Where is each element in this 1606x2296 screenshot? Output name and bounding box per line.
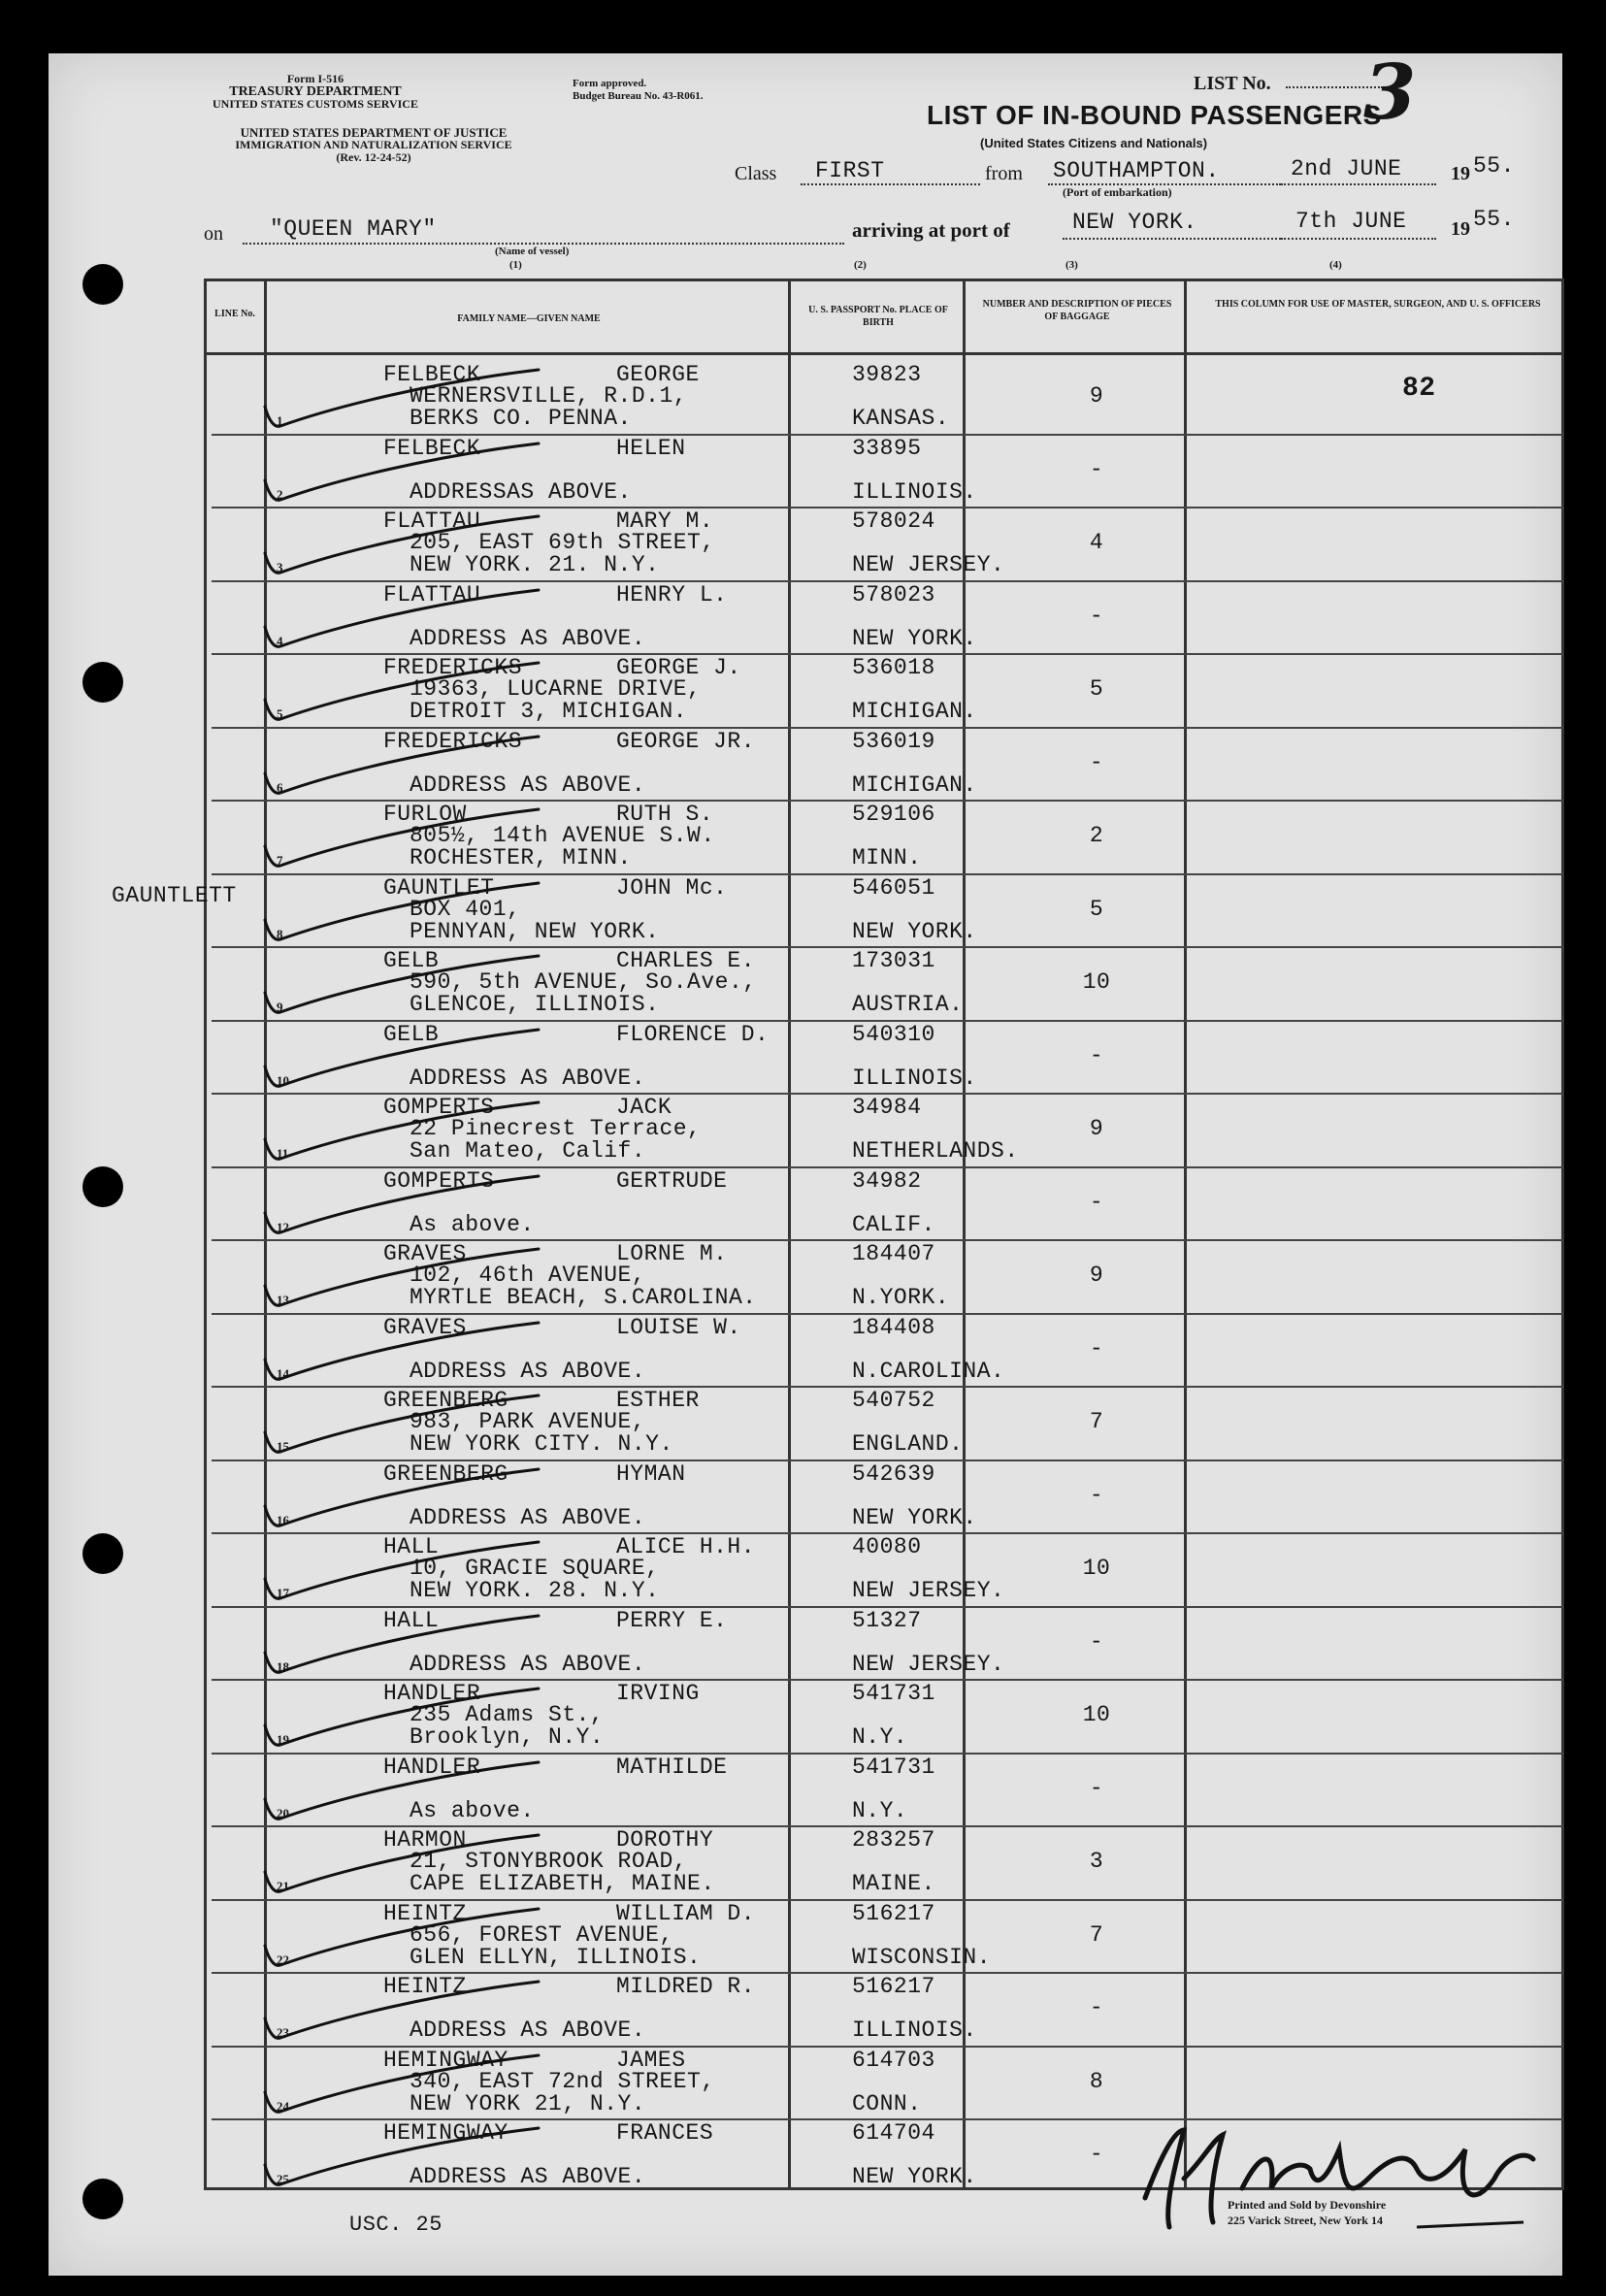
passenger-given-name: ESTHER: [616, 1388, 700, 1413]
passenger-address-line-2: ADDRESS AS ABOVE.: [410, 1065, 646, 1091]
binder-hole: [82, 662, 123, 703]
place-of-birth: CONN.: [852, 2090, 922, 2116]
binder-hole: [82, 1533, 123, 1574]
line-number: 8: [277, 926, 283, 941]
baggage-count: -: [1089, 1335, 1104, 1361]
arriving-label: arriving at port of: [852, 218, 1010, 242]
passenger-given-name: WILLIAM D.: [616, 1900, 756, 1926]
passenger-given-name: LOUISE W.: [616, 1314, 741, 1340]
place-of-birth: NEW YORK.: [852, 918, 977, 944]
embark-date: 2nd JUNE: [1291, 156, 1402, 181]
place-of-birth: NEW JERSEY.: [852, 1578, 1005, 1603]
baggage-count: 10: [1082, 1556, 1111, 1581]
passenger-family-name: GOMPERTS: [383, 1167, 495, 1194]
passenger-given-name: GEORGE: [616, 362, 700, 387]
vessel-caption: (Name of vessel): [495, 246, 570, 257]
officer-note: 82: [1402, 374, 1436, 404]
ins-label: IMMIGRATION AND NATURALIZATION SERVICE: [235, 138, 512, 151]
line-number: 9: [277, 1000, 283, 1014]
col-divider-name: [788, 279, 791, 2190]
line-number: 20: [277, 1805, 289, 1820]
inspection-check-mark: [257, 1174, 548, 1242]
passenger-address-line-2: ADDRESSAS ABOVE.: [410, 478, 632, 505]
place-of-birth: KANSAS.: [852, 406, 950, 431]
baggage-count: 2: [1089, 823, 1104, 848]
place-of-birth: MICHIGAN.: [852, 771, 977, 798]
passenger-address-line-1: 235 Adams St.,: [410, 1702, 605, 1727]
col-marker-2: (2): [854, 259, 867, 271]
baggage-count: 4: [1089, 530, 1104, 555]
passenger-family-name: GRAVES: [383, 1241, 467, 1266]
passport-number: 614704: [852, 2120, 935, 2146]
line-number: 11: [277, 1146, 289, 1161]
col-header-passport: U. S. PASSPORT No. PLACE OF BIRTH: [808, 305, 948, 328]
inspection-check-mark: [257, 1833, 548, 1901]
passenger-address-line-2: ADDRESS AS ABOVE.: [410, 1504, 646, 1530]
passenger-address-line-2: ADDRESS AS ABOVE.: [410, 625, 646, 651]
col-divider-baggage: [1184, 279, 1187, 2190]
place-of-birth: NEW JERSEY.: [852, 552, 1005, 577]
place-of-birth: WISCONSIN.: [852, 1944, 992, 1970]
passenger-address-line-1: 805½, 14th AVENUE S.W.: [410, 823, 715, 848]
printer-line-2: 225 Varick Street, New York 14: [1228, 2214, 1383, 2227]
passenger-family-name: HALL: [383, 1607, 440, 1633]
baggage-count: -: [1089, 749, 1104, 775]
col-header-line: LINE No.: [214, 309, 255, 319]
line-number: 19: [277, 1732, 289, 1747]
printer-line-1: Printed and Sold by Devonshire: [1228, 2198, 1387, 2212]
passenger-address-line-2: PENNYAN, NEW YORK.: [410, 918, 660, 944]
passport-number: 542639: [852, 1460, 935, 1487]
passenger-address-line-2: BERKS CO. PENNA.: [410, 406, 632, 431]
inspection-check-mark: [257, 368, 548, 436]
passport-number: 40080: [852, 1534, 922, 1559]
place-of-birth: MINN.: [852, 845, 922, 870]
on-label: on: [204, 223, 223, 245]
col-header-officers: THIS COLUMN FOR USE OF MASTER, SURGEON, AND U. S. OFFICERS: [1215, 299, 1541, 310]
baggage-count: 8: [1089, 2068, 1104, 2094]
baggage-count: 10: [1082, 969, 1111, 995]
passenger-address-line-1: 22 Pinecrest Terrace,: [410, 1116, 702, 1141]
passport-number: 614703: [852, 2047, 935, 2073]
list-no-value: 3: [1363, 49, 1417, 137]
passenger-given-name: FLORENCE D.: [616, 1021, 770, 1047]
embark-year: 55.: [1473, 153, 1515, 179]
inspection-check-mark: [257, 1614, 548, 1682]
passport-number: 34982: [852, 1167, 922, 1194]
passenger-address-line-1: 340, EAST 72nd STREET,: [410, 2068, 715, 2094]
passenger-family-name: HEINTZ: [383, 1900, 467, 1926]
passenger-address-line-2: DETROIT 3, MICHIGAN.: [410, 699, 688, 724]
passenger-family-name: FELBECK: [383, 362, 481, 387]
embark-date-underline: [1281, 183, 1436, 185]
place-of-birth: NEW YORK.: [852, 1504, 977, 1530]
inspection-check-mark: [257, 881, 548, 949]
passenger-given-name: RUTH S.: [616, 802, 714, 827]
passenger-family-name: GREENBERG: [383, 1460, 508, 1487]
passenger-family-name: GELB: [383, 1021, 440, 1047]
passenger-address-line-2: ADDRESS AS ABOVE.: [410, 1651, 646, 1677]
inspection-check-mark: [257, 735, 548, 803]
passenger-family-name: FURLOW: [383, 802, 467, 827]
baggage-count: 7: [1089, 1409, 1104, 1434]
line-number: 5: [277, 706, 283, 721]
passport-number: 578024: [852, 508, 935, 534]
line-number: 7: [277, 853, 283, 868]
line-number: 21: [277, 1879, 289, 1893]
col-marker-1: (1): [509, 259, 522, 271]
baggage-count: -: [1089, 456, 1104, 482]
passport-number: 541731: [852, 1681, 935, 1706]
passenger-given-name: HENRY L.: [616, 581, 728, 607]
form-id: Form I-516: [286, 72, 344, 85]
passport-number: 516217: [852, 1900, 935, 1926]
class-underline: [801, 183, 980, 185]
passenger-family-name: FELBECK: [383, 435, 481, 461]
line-number: 3: [277, 560, 283, 574]
class-value: FIRST: [815, 158, 885, 183]
baggage-count: -: [1089, 1482, 1104, 1508]
passenger-address-line-2: NEW YORK. 28. N.Y.: [410, 1578, 660, 1603]
baggage-count: 3: [1089, 1849, 1104, 1874]
passport-number: 34984: [852, 1095, 922, 1120]
passport-number: 529106: [852, 802, 935, 827]
passenger-address-line-2: ADDRESS AS ABOVE.: [410, 2164, 646, 2189]
place-of-birth: NEW JERSEY.: [852, 1651, 1005, 1677]
line-number: 14: [277, 1365, 289, 1381]
passenger-given-name: MARY M.: [616, 508, 714, 534]
inspection-check-mark: [257, 1028, 548, 1096]
revision-label: (Rev. 12-24-52): [336, 150, 411, 164]
vessel-underline: [243, 243, 844, 245]
place-of-birth: N.YORK.: [852, 1285, 950, 1310]
passport-number: 184407: [852, 1241, 935, 1266]
passenger-family-name: GAUNTLET: [383, 874, 495, 901]
place-of-birth: ILLINOIS.: [852, 1065, 977, 1091]
passenger-address-line-1: 19363, LUCARNE DRIVE,: [410, 676, 702, 702]
list-no-label: LIST No.: [1194, 73, 1271, 94]
place-of-birth: N.Y.: [852, 1724, 908, 1750]
passenger-address-line-1: 590, 5th AVENUE, So.Ave.,: [410, 969, 757, 995]
inspection-check-mark: [257, 1467, 548, 1535]
passport-number: 39823: [852, 362, 922, 387]
passenger-given-name: PERRY E.: [616, 1607, 728, 1633]
usc-number: USC. 25: [349, 2213, 442, 2237]
inspection-check-mark: [257, 1540, 548, 1608]
treasury-label: TREASURY DEPARTMENT: [229, 84, 402, 99]
arrival-date-underline: [1281, 238, 1436, 240]
arrival-port: NEW YORK.: [1072, 210, 1197, 235]
passenger-given-name: HYMAN: [616, 1460, 686, 1487]
inspection-check-mark: [257, 1100, 548, 1168]
col-marker-4: (4): [1329, 259, 1342, 271]
passport-number: 541731: [852, 1754, 935, 1780]
baggage-count: 9: [1089, 1116, 1104, 1141]
inspection-check-mark: [257, 1760, 548, 1828]
passenger-family-name: GRAVES: [383, 1314, 467, 1340]
passenger-family-name: FREDERICKS: [383, 655, 523, 680]
inspection-check-mark: [257, 514, 548, 582]
passenger-address-line-1: 983, PARK AVENUE,: [410, 1409, 646, 1434]
passport-number: 540310: [852, 1021, 935, 1047]
line-number: 6: [277, 779, 283, 795]
inspection-check-mark: [257, 442, 548, 509]
col-header-name: FAMILY NAME—GIVEN NAME: [457, 313, 601, 324]
passport-number: 33895: [852, 435, 922, 461]
passenger-family-name: HEMINGWAY: [383, 2047, 508, 2073]
baggage-count: -: [1089, 603, 1104, 629]
passenger-address-line-2: MYRTLE BEACH, S.CAROLINA.: [410, 1285, 757, 1310]
baggage-count: -: [1089, 1042, 1104, 1068]
inspection-check-mark: [257, 1907, 548, 1975]
baggage-count: -: [1089, 1628, 1104, 1655]
line-number: 4: [277, 633, 283, 648]
baggage-count: -: [1089, 1775, 1104, 1801]
line-number: 24: [277, 2098, 289, 2114]
passenger-given-name: IRVING: [616, 1681, 700, 1706]
passenger-given-name: DOROTHY: [616, 1827, 714, 1853]
line-number: 25: [277, 2172, 289, 2186]
baggage-count: 7: [1089, 1921, 1104, 1948]
line-number: 12: [277, 1219, 289, 1234]
line-number: 10: [277, 1072, 289, 1088]
line-number: 23: [277, 2025, 289, 2040]
justice-label: UNITED STATES DEPARTMENT OF JUSTICE: [240, 125, 508, 140]
passenger-address-line-2: San Mateo, Calif.: [410, 1138, 646, 1164]
binder-hole: [82, 264, 123, 305]
passenger-address-line-1: 102, 46th AVENUE,: [410, 1263, 646, 1288]
place-of-birth: AUSTRIA.: [852, 992, 964, 1017]
binder-hole: [82, 2179, 123, 2219]
passenger-address-line-2: Brooklyn, N.Y.: [410, 1724, 605, 1750]
passenger-given-name: MILDRED R.: [616, 1974, 756, 1999]
passport-number: 546051: [852, 874, 935, 901]
passenger-address-line-2: ADDRESS AS ABOVE.: [410, 771, 646, 798]
inspection-check-mark: [257, 588, 548, 656]
baggage-count: 9: [1089, 1263, 1104, 1288]
passenger-given-name: JAMES: [616, 2047, 686, 2073]
place-of-birth: ILLINOIS.: [852, 2017, 977, 2043]
passport-number: 536018: [852, 655, 935, 680]
passenger-family-name: HANDLER: [383, 1754, 481, 1780]
place-of-birth: NEW YORK.: [852, 625, 977, 651]
passenger-address-line-1: 656, FOREST AVENUE,: [410, 1921, 673, 1948]
passenger-address-line-2: CAPE ELIZABETH, MAINE.: [410, 1871, 715, 1896]
passenger-address-line-2: GLENCOE, ILLINOIS.: [410, 992, 660, 1017]
passenger-family-name: HEMINGWAY: [383, 2120, 508, 2146]
line-number: 13: [277, 1293, 289, 1307]
form-approved: Form approved.: [573, 78, 647, 89]
passenger-given-name: CHARLES E.: [616, 948, 756, 973]
port-underline: [1063, 238, 1281, 240]
inspection-check-mark: [257, 2126, 548, 2194]
binder-hole: [82, 1166, 123, 1207]
baggage-count: 5: [1089, 896, 1104, 922]
passenger-given-name: HELEN: [616, 435, 686, 461]
line-number: 15: [277, 1439, 289, 1454]
class-label: Class: [735, 163, 777, 184]
form-subtitle: (United States Citizens and Nationals): [980, 136, 1208, 150]
passenger-family-name: HEINTZ: [383, 1974, 467, 1999]
passenger-address-line-2: ROCHESTER, MINN.: [410, 845, 632, 870]
passport-number: 283257: [852, 1827, 935, 1853]
passenger-given-name: ALICE H.H.: [616, 1534, 756, 1559]
inspection-check-mark: [257, 1394, 548, 1461]
line-number: 16: [277, 1512, 289, 1527]
passenger-address-line-2: ADDRESS AS ABOVE.: [410, 2017, 646, 2043]
passenger-family-name: GREENBERG: [383, 1388, 508, 1413]
place-of-birth: ILLINOIS.: [852, 478, 977, 505]
passenger-family-name: HARMON: [383, 1827, 467, 1853]
passenger-given-name: JACK: [616, 1095, 672, 1120]
inspection-check-mark: [257, 1247, 548, 1315]
place-of-birth: NEW YORK.: [852, 2164, 977, 2189]
arrival-year: 55.: [1473, 207, 1515, 232]
form-header-treasury: [189, 73, 442, 111]
passenger-family-name: FLATTAU: [383, 581, 481, 607]
budget-number: Budget Bureau No. 43-R061.: [573, 90, 704, 102]
arrival-year-prefix: 19: [1451, 218, 1470, 240]
passenger-given-name: MATHILDE: [616, 1754, 728, 1780]
line-number: 18: [277, 1658, 289, 1674]
baggage-count: 5: [1089, 676, 1104, 702]
embark-caption: (Port of embarkation): [1063, 185, 1172, 199]
place-of-birth: MAINE.: [852, 1871, 935, 1896]
inspection-check-mark: [257, 661, 548, 729]
place-of-birth: N.Y.: [852, 1797, 908, 1823]
form-header-justice: [189, 126, 558, 164]
passenger-given-name: GEORGE JR.: [616, 728, 756, 754]
place-of-birth: MICHIGAN.: [852, 699, 977, 724]
passport-number: 173031: [852, 948, 935, 973]
manifest-sheet: [49, 49, 1562, 2276]
passport-number: 540752: [852, 1388, 935, 1413]
margin-note: GAUNTLETT: [112, 883, 237, 908]
col-marker-3: (3): [1065, 259, 1078, 271]
col-header-baggage: NUMBER AND DESCRIPTION OF PIECES OF BAGGAGE: [982, 299, 1172, 322]
vessel-name: "QUEEN MARY": [270, 216, 437, 242]
place-of-birth: CALIF.: [852, 1211, 935, 1237]
line-number: 22: [277, 1952, 289, 1967]
passenger-address-line-2: NEW YORK 21, N.Y.: [410, 2090, 646, 2116]
passport-number: 516217: [852, 1974, 935, 1999]
baggage-count: -: [1089, 2142, 1104, 2167]
baggage-count: 9: [1089, 383, 1104, 409]
header-divider: [204, 352, 1564, 355]
inspection-check-mark: [257, 2053, 548, 2121]
passenger-family-name: HALL: [383, 1534, 440, 1559]
line-number: 2: [277, 486, 283, 502]
passenger-given-name: JOHN Mc.: [616, 874, 728, 901]
form-title: LIST OF IN-BOUND PASSENGERS: [927, 100, 1382, 130]
passenger-address-line-1: WERNERSVILLE, R.D.1,: [410, 383, 688, 409]
place-of-birth: N.CAROLINA.: [852, 1358, 1005, 1384]
passport-number: 51327: [852, 1607, 922, 1633]
passenger-address-line-1: BOX 401,: [410, 896, 521, 922]
passenger-address-line-2: GLEN ELLYN, ILLINOIS.: [410, 1944, 702, 1970]
line-number: 17: [277, 1586, 289, 1600]
inspection-check-mark: [257, 1980, 548, 2048]
inspection-check-mark: [257, 1687, 548, 1755]
passenger-given-name: FRANCES: [616, 2120, 714, 2146]
customs-label: UNITED STATES CUSTOMS SERVICE: [213, 97, 418, 111]
passenger-address-line-1: 21, STONYBROOK ROAD,: [410, 1849, 688, 1874]
passenger-address-line-1: 205, EAST 69th STREET,: [410, 530, 715, 555]
passenger-family-name: HANDLER: [383, 1681, 481, 1706]
place-of-birth: NETHERLANDS.: [852, 1138, 1019, 1164]
arrival-date: 7th JUNE: [1295, 209, 1407, 234]
inspection-check-mark: [257, 954, 548, 1022]
passenger-address-line-2: As above.: [410, 1797, 535, 1823]
inspector-signature: [1116, 2091, 1562, 2266]
passenger-address-line-2: As above.: [410, 1211, 535, 1237]
from-label: from: [985, 163, 1023, 184]
passport-number: 578023: [852, 581, 935, 607]
inspection-check-mark: [257, 807, 548, 875]
passenger-family-name: FLATTAU: [383, 508, 481, 534]
passenger-given-name: GEORGE J.: [616, 655, 741, 680]
passport-number: 536019: [852, 728, 935, 754]
passenger-family-name: GOMPERTS: [383, 1095, 495, 1120]
inspection-check-mark: [257, 1321, 548, 1389]
passenger-given-name: LORNE M.: [616, 1241, 728, 1266]
place-of-birth: ENGLAND.: [852, 1431, 964, 1457]
passenger-family-name: GELB: [383, 948, 440, 973]
line-number: 1: [277, 413, 283, 428]
passenger-address-line-2: NEW YORK CITY. N.Y.: [410, 1431, 673, 1457]
passenger-family-name: FREDERICKS: [383, 728, 523, 754]
passenger-address-line-2: NEW YORK. 21. N.Y.: [410, 552, 660, 577]
form-approval: [573, 78, 704, 103]
passenger-address-line-2: ADDRESS AS ABOVE.: [410, 1358, 646, 1384]
passport-number: 184408: [852, 1314, 935, 1340]
baggage-count: -: [1089, 1189, 1104, 1215]
passenger-address-line-1: 10, GRACIE SQUARE,: [410, 1556, 660, 1581]
year-prefix: 19: [1451, 163, 1470, 184]
embark-port: SOUTHAMPTON.: [1053, 158, 1220, 183]
baggage-count: -: [1089, 1995, 1104, 2020]
passenger-given-name: GERTRUDE: [616, 1167, 728, 1194]
baggage-count: 10: [1082, 1702, 1111, 1727]
